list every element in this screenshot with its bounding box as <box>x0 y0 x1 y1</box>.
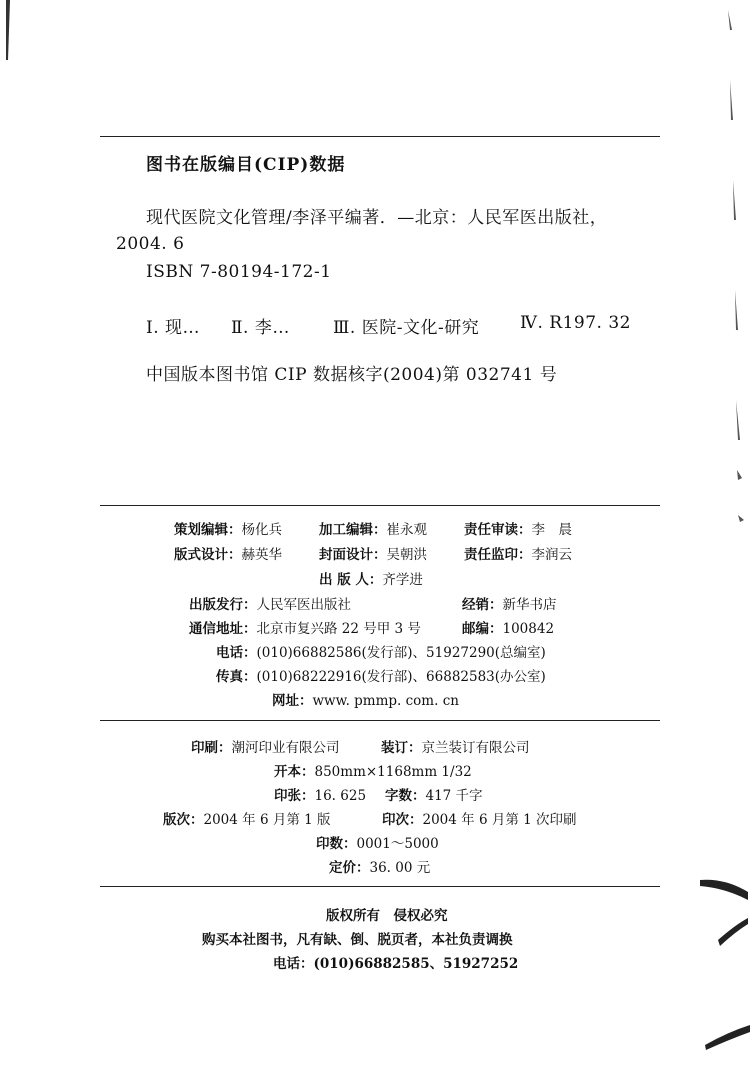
credit-value: 齐学进 <box>382 572 423 588</box>
print-label: 开本： <box>274 764 315 780</box>
print-label: 字数： <box>385 788 426 804</box>
credit-value: (010)66882586(发行部)、51927290(总编室) <box>256 645 546 661</box>
cip-isbn: ISBN 7-80194-172-1 <box>146 262 332 282</box>
print-value: 417 千字 <box>425 788 483 804</box>
credit-label: 加工编辑： <box>319 522 387 538</box>
cip-classification-1: Ⅰ. 现… <box>146 318 201 338</box>
credit-value: (010)68222916(发行部)、66882583(办公室) <box>256 669 546 685</box>
print-value: 0001～5000 <box>356 836 439 852</box>
credit-value: www. pmmp. com. cn <box>312 693 459 709</box>
credit-label: 传真： <box>216 669 257 685</box>
print-copies <box>316 832 439 852</box>
credit-web <box>272 689 459 709</box>
print-label: 版次： <box>163 812 204 828</box>
credit-value: 杨化兵 <box>241 522 282 538</box>
credit-label: 策划编辑： <box>174 522 242 538</box>
credit-label: 版式设计： <box>174 547 242 563</box>
rights-reserved: 版权所有 侵权必究 <box>326 908 448 924</box>
credit-planning <box>174 518 282 538</box>
credit-review <box>464 518 572 538</box>
print-label: 印次： <box>382 812 423 828</box>
cip-title: 图书在版编目(CIP)数据 <box>146 155 346 175</box>
print-edition <box>163 808 331 828</box>
cip-classification-2: Ⅱ. 李… <box>231 318 290 338</box>
print-value: 2004 年 6 月第 1 版 <box>203 812 331 828</box>
cip-verification: 中国版本图书馆 CIP 数据核字(2004)第 032741 号 <box>146 365 558 385</box>
credit-fax <box>216 665 546 685</box>
print-value: 京兰装订有限公司 <box>421 740 530 756</box>
credit-processing <box>319 518 427 538</box>
credit-address <box>189 617 421 637</box>
print-value: 潮河印业有限公司 <box>231 740 340 756</box>
cip-citation-line: 现代医院文化管理/李泽平编著．—北京：人民军医出版社， <box>146 208 608 228</box>
credit-label: 责任监印： <box>464 547 532 563</box>
credit-label: 通信地址： <box>189 621 257 637</box>
credit-label: 网址： <box>272 693 313 709</box>
credit-label: 邮编： <box>462 621 503 637</box>
credit-value: 100842 <box>502 621 555 637</box>
cip-classification-4: Ⅳ. R197. 32 <box>520 313 631 333</box>
credit-phone <box>216 641 546 661</box>
credit-value: 李润云 <box>531 547 572 563</box>
credit-value: 赫英华 <box>241 547 282 563</box>
credit-postcode <box>462 617 554 637</box>
print-value: 2004 年 6 月第 1 次印刷 <box>422 812 577 828</box>
credit-supervise <box>464 543 572 563</box>
credit-label: 责任审读： <box>464 522 532 538</box>
credit-label: 经销： <box>462 597 503 613</box>
credit-value: 新华书店 <box>502 597 557 613</box>
credit-value: 北京市复兴路 22 号甲 3 号 <box>256 621 421 637</box>
credit-label: 电话： <box>216 645 257 661</box>
print-label: 印数： <box>316 836 357 852</box>
credit-label: 出 版 人： <box>319 572 383 588</box>
credit-label: 封面设计： <box>319 547 387 563</box>
printing-top-rule <box>100 720 660 721</box>
print-words <box>385 784 483 804</box>
rights-exchange-notice: 购买本社图书，凡有缺、倒、脱页者，本社负责调换 <box>202 932 513 948</box>
print-binding <box>381 736 530 756</box>
credit-value: 崔永观 <box>386 522 427 538</box>
credit-label: 出版发行： <box>189 597 257 613</box>
credit-format <box>174 543 282 563</box>
credit-cover <box>319 543 427 563</box>
cip-citation-date: 2004. 6 <box>116 234 185 254</box>
credit-publisher-person <box>319 568 423 588</box>
credit-distributor <box>189 593 351 613</box>
cip-classification-3: Ⅲ. 医院-文化-研究 <box>333 318 480 338</box>
credit-value: 人民军医出版社 <box>256 597 351 613</box>
credit-value: 吴朝洪 <box>386 547 427 563</box>
print-label: 印张： <box>274 788 315 804</box>
top-rule <box>100 136 660 137</box>
rights-phone-text: 电话：(010)66882585、51927252 <box>273 956 519 972</box>
print-format <box>274 760 472 780</box>
print-value: 36. 00 元 <box>369 860 431 876</box>
credit-value: 李 晨 <box>531 522 572 538</box>
rights-top-rule <box>100 886 660 887</box>
print-label: 印刷： <box>191 740 232 756</box>
print-sheets <box>274 784 366 804</box>
print-value: 850mm×1168mm 1/32 <box>314 764 472 780</box>
print-label: 定价： <box>329 860 370 876</box>
print-label: 装订： <box>381 740 422 756</box>
print-value: 16. 625 <box>314 788 367 804</box>
rights-phone <box>273 952 518 972</box>
credits-top-rule <box>100 505 660 506</box>
print-impression <box>382 808 577 828</box>
print-price <box>329 856 430 876</box>
print-printer <box>191 736 340 756</box>
credit-seller <box>462 593 557 613</box>
